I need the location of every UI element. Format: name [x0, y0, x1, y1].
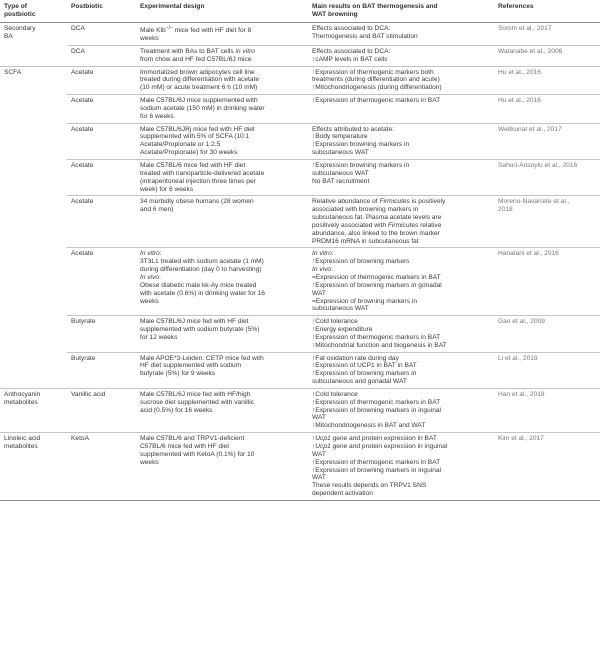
table-row — [0, 316, 600, 352]
results-line: ↑Mitochondriogenesis (during differentiation) — [312, 84, 442, 92]
cell-design — [136, 248, 308, 316]
design-line: for 12 weeks — [140, 333, 178, 341]
results-line: ↑Expression of thermogenic markers in BAT — [312, 97, 441, 105]
cell-reference: Hanatani et al., 2016 — [494, 248, 600, 316]
text-fragment: is positively — [409, 198, 446, 206]
design-line — [140, 48, 305, 56]
design-line: (10 mM) or acute treatment 6 h (10 mM) — [140, 84, 258, 92]
design-line: Obese diabetic male kk-Ay mice treated — [140, 281, 257, 289]
design-line: C57BL/6 mice fed with HF diet — [140, 443, 230, 450]
results-line: Effects associated to DCA: — [312, 25, 391, 32]
text-fragment: In vitro — [140, 250, 160, 258]
text-fragment: Ucp1 — [315, 435, 331, 443]
text-fragment: −/− — [165, 25, 173, 31]
table-row — [0, 388, 600, 432]
cell-postbiotic: Acetate — [67, 196, 136, 248]
design-line: Male APOE*3-Leiden. CETP mice fed with — [140, 354, 264, 362]
table-row — [0, 95, 600, 124]
results-line: dependent activation — [312, 490, 373, 498]
design-line: sodium acetate (150 mM) in drinking water — [140, 104, 265, 112]
table-row — [0, 196, 600, 248]
cell-results — [308, 66, 494, 95]
text-fragment: In vivo — [140, 273, 160, 281]
cell-postbiotic: Butyrate — [67, 352, 136, 388]
text-fragment: Ucp1 — [315, 443, 331, 450]
text-fragment: in vitro — [235, 47, 255, 55]
cell-postbiotic: DCA — [67, 45, 136, 66]
reference-line: 2018 — [498, 206, 513, 214]
design-line: treated with nanoparticle-delivered acetate — [140, 169, 265, 177]
cell-reference: Watanabe et al., 2006 — [494, 45, 600, 66]
design-line: supplemented with KetoA (0.1%) for 10 — [140, 450, 255, 458]
text-fragment: Relative abundance of — [312, 198, 380, 206]
cell-results — [308, 248, 494, 316]
cell-type — [0, 352, 67, 388]
results-line: ↑Cold tolerance — [312, 318, 358, 326]
design-line: for 6 weeks — [140, 112, 174, 120]
design-line: 3T3L1 treated with sodium acetate (1 mM) — [140, 258, 264, 266]
cell-design — [136, 160, 308, 196]
col-header-postbiotic: Postbiotic — [67, 0, 136, 23]
design-line: during differentiation (day 0 to harvesting) — [140, 266, 262, 274]
design-line: Acetate/Propionate or 1:2.5 — [140, 141, 221, 149]
cell-type — [0, 23, 67, 46]
type-line: Secondary — [4, 25, 36, 32]
text-fragment: mice fed with HF diet for 8 — [172, 27, 252, 35]
results-line: ↑Expression of browning markers — [312, 258, 410, 266]
design-line: Immortalized brown adipocytes cell line — [140, 68, 255, 76]
results-line: =Expression of thermogenic markers in BAT — [312, 273, 441, 281]
text-fragment: ↑ — [312, 435, 316, 443]
cell-results — [308, 95, 494, 124]
results-line: ↑Expression of thermogenic markers both — [312, 68, 434, 76]
cell-postbiotic: KetoA — [67, 433, 136, 501]
col-header-design: Experimental design — [136, 0, 308, 23]
results-line: ↑Energy expenditure — [312, 326, 373, 334]
cell-reference: Hu et al., 2016 — [494, 66, 600, 95]
results-line: subcutaneous fat. Plasma acetate levels are — [312, 214, 442, 222]
results-line: abundance, also linked to the brown marker — [312, 229, 440, 237]
results-line: ↑Expression of thermogenic markers in BAT — [312, 398, 441, 406]
design-line: treated during differentiation with acetate — [140, 76, 260, 84]
text-fragment: gene and protein expression in inguinal — [330, 443, 448, 450]
design-line: Male C57BL/6JRj mice fed with HF diet — [140, 125, 255, 133]
results-line: These results depends on TRPV1 SNS — [312, 482, 427, 490]
text-fragment: Firmicutes — [387, 221, 419, 229]
cell-design — [136, 23, 308, 46]
results-line: ↑Expression of thermogenic markers in BAT — [312, 458, 441, 466]
results-line: ↑Expression of browning markers in — [312, 370, 417, 378]
cell-postbiotic: Acetate — [67, 248, 136, 316]
table-row — [0, 23, 600, 46]
cell-reference: Gao et al., 2009 — [494, 316, 600, 352]
results-line: PRDM16 mRNA in subcutaneous fat — [312, 237, 419, 245]
design-line: Male C57BL/6J mice supplemented with — [140, 97, 258, 105]
cell-design — [136, 352, 308, 388]
table-row — [0, 248, 600, 316]
results-line — [312, 443, 491, 451]
results-line: subcutaneous and gonadal WAT — [312, 378, 407, 386]
cell-reference — [494, 196, 600, 248]
cell-reference: Kim et al., 2017 — [494, 433, 600, 501]
results-line: ↑Fat oxidation rate during day — [312, 354, 399, 362]
type-line: metabolites — [4, 398, 38, 406]
results-line — [312, 250, 491, 258]
design-line: weeks — [140, 458, 159, 466]
design-line: butyrate (5%) for 9 weeks — [140, 370, 216, 378]
results-line: ↑Mitochondrial function and biogenesis in BAT — [312, 341, 447, 349]
cell-reference: Somm et al., 2017 — [498, 25, 552, 32]
cell-design — [136, 123, 308, 159]
results-line: ↑Cold tolerance — [312, 390, 358, 398]
cell-type — [0, 433, 67, 501]
type-line: metabolites — [4, 443, 38, 450]
cell-reference: Li et al., 2018 — [494, 352, 600, 388]
cell-reference: Sahuri-Arisoylu et al., 2016 — [494, 160, 600, 196]
cell-results — [308, 316, 494, 352]
text-fragment: positively associated with — [312, 221, 388, 229]
results-line: WAT — [312, 289, 326, 297]
design-line — [140, 250, 305, 258]
design-line: Male C57BL/6 and TRPV1-deficient — [140, 435, 245, 443]
cell-type — [0, 45, 67, 66]
results-line: ↑Expression browning markers in — [312, 162, 410, 169]
results-line: ↑Expression of thermogenic markers in BAT — [312, 333, 441, 341]
cell-design — [136, 45, 308, 66]
results-line — [312, 222, 491, 230]
results-line: treatments (during differentiation and acute) — [312, 76, 440, 84]
results-line: ↑Mitochondriogenesis in BAT and WAT — [312, 422, 426, 430]
col-header-type: Type of postbiotic — [0, 0, 67, 23]
results-line: No BAT recruitment — [312, 177, 370, 185]
cell-results — [308, 123, 494, 159]
table-row — [0, 123, 600, 159]
cell-type — [0, 196, 67, 248]
results-line: associated with browning markers in — [312, 206, 419, 214]
cell-postbiotic: Butyrate — [67, 316, 136, 352]
design-line: from chow and HF fed C57BL/6J mice — [140, 55, 252, 63]
results-line: ↑Expression of browning markers in inguinal — [312, 406, 442, 414]
results-line: Thermogenesis and BAT stimulation — [312, 32, 418, 40]
cell-postbiotic: Acetate — [67, 160, 136, 196]
cell-postbiotic: Acetate — [67, 123, 136, 159]
cell-results — [308, 388, 494, 432]
results-line: ↑Expression of browning markers in inguinal — [312, 466, 442, 474]
text-fragment: : — [331, 250, 334, 258]
table-row — [0, 45, 600, 66]
cell-results — [308, 433, 494, 501]
results-line — [312, 266, 491, 274]
design-line — [140, 274, 305, 282]
cell-type — [0, 66, 67, 95]
results-line: ↑Expression of browning markers in gonadal — [312, 281, 442, 289]
cell-type — [0, 95, 67, 124]
design-line: with acetate (0.6%) in drinking water for 16 — [140, 289, 265, 297]
results-line — [312, 198, 491, 206]
cell-results — [308, 160, 494, 196]
design-line — [140, 25, 305, 35]
design-line: weeks — [140, 35, 159, 43]
results-line: ↑Expression of UCP1 in BAT in BAT — [312, 362, 417, 370]
cell-postbiotic: Vanillic acid — [67, 388, 136, 432]
cell-design — [136, 196, 308, 248]
reference-line: Moreno-Navarrete et al., — [498, 198, 570, 206]
table-row — [0, 352, 600, 388]
table-row — [0, 433, 600, 501]
results-line: =Expression of browning markers in — [312, 297, 417, 305]
text-fragment: relative — [418, 221, 442, 229]
design-line: Male C57BL/6J mice fed with HF/high — [140, 390, 251, 398]
design-line: Male C57BL/6J mice fed with HF diet — [140, 318, 249, 326]
text-fragment: In vivo — [312, 266, 332, 274]
results-line: Effects attributed to acetate: — [312, 125, 394, 133]
cell-type — [0, 316, 67, 352]
design-line: supplemented with 5% of SCFA (10:1 — [140, 133, 250, 141]
results-line: ↑Body temperature — [312, 133, 368, 141]
results-line: Effects associated to DCA: — [312, 47, 391, 55]
design-line: Male C57BL/6 mice fed with HF diet — [140, 162, 246, 169]
type-line: BA — [4, 32, 13, 40]
text-fragment: : — [159, 273, 161, 281]
results-line: subcutaneous WAT — [312, 305, 369, 313]
cell-design — [136, 433, 308, 501]
cell-type — [0, 388, 67, 432]
cell-type — [0, 160, 67, 196]
results-line: WAT — [312, 450, 326, 458]
cell-design — [136, 66, 308, 95]
text-fragment: Treatment with BAs to BAT cells — [140, 47, 236, 55]
type-line: Anthocyanin — [4, 390, 41, 398]
design-line: acid (0.5%) for 16 weeks — [140, 406, 213, 414]
col-header-references: References — [494, 0, 600, 23]
table-row — [0, 66, 600, 95]
results-line — [312, 435, 491, 443]
results-line: WAT — [312, 414, 326, 422]
text-fragment: Male Klb — [140, 27, 166, 35]
results-line: ↑Expression browning markers in — [312, 141, 410, 149]
text-fragment: : — [159, 250, 162, 258]
cell-design — [136, 316, 308, 352]
cell-results — [308, 196, 494, 248]
design-line: week) for 6 weeks — [140, 185, 194, 193]
design-line: Acetate/Propionate) for 30 weeks — [140, 149, 238, 157]
results-line: WAT — [312, 474, 326, 482]
text-fragment: ↑ — [312, 443, 316, 450]
table-row — [0, 160, 600, 196]
text-fragment: Firmicutes — [379, 198, 410, 206]
design-line: (intraperitoneal injection three times per — [140, 177, 256, 185]
table-header — [0, 0, 600, 23]
text-fragment: gene and protein expression in BAT — [330, 435, 437, 443]
cell-results — [308, 352, 494, 388]
cell-reference: Han et al., 2018 — [494, 388, 600, 432]
cell-reference: Hu et al., 2016 — [494, 95, 600, 124]
design-line: HF diet supplemented with sodium — [140, 362, 242, 370]
text-fragment: : — [331, 266, 333, 274]
results-line: subcutaneous WAT — [312, 149, 369, 157]
design-line: sucrose diet supplemented with vanillic — [140, 398, 254, 406]
cell-type — [0, 248, 67, 316]
col-header-results: Main results on BAT thermogenesis and WAT browning — [308, 0, 494, 23]
design-line: 34 morbidly obese humans (28 women — [140, 198, 254, 206]
cell-results — [308, 45, 494, 66]
cell-postbiotic: Acetate — [67, 95, 136, 124]
type-line: Linoleic acid — [4, 435, 41, 443]
cell-design — [136, 95, 308, 124]
design-line: and 6 men) — [140, 206, 174, 214]
design-line: supplemented with sodium butyrate (5%) — [140, 326, 260, 334]
cell-design — [136, 388, 308, 432]
type-line: SCFA — [4, 68, 22, 76]
cell-results — [308, 23, 494, 46]
cell-postbiotic: Acetate — [67, 66, 136, 95]
cell-type — [0, 123, 67, 159]
cell-postbiotic: DCA — [71, 25, 85, 32]
results-line: ↑cAMP levels in BAT cells — [312, 55, 388, 63]
text-fragment: In vitro — [312, 250, 332, 258]
design-line: weeks — [140, 297, 159, 305]
results-line: subcutaneous WAT — [312, 169, 369, 177]
cell-reference: Weitkunat et al., 2017 — [494, 123, 600, 159]
table-body — [0, 23, 600, 501]
